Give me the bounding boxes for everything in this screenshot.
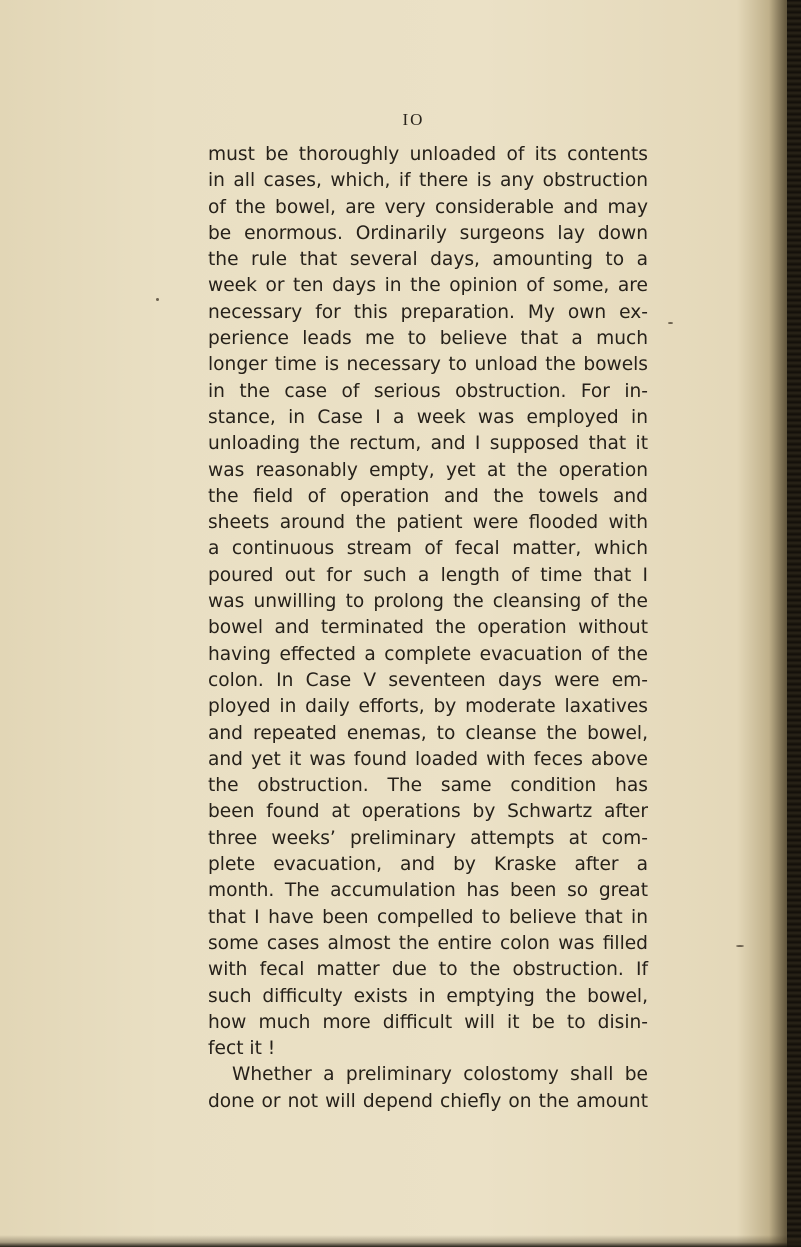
text-line: the obstruction. The same condition has — [208, 775, 648, 797]
text-line: having effected a complete evacuation of the — [208, 643, 648, 665]
text-line: colon. In Case V seventeen days were em- — [208, 669, 648, 691]
text-line: was reasonably empty, yet at the operation — [208, 459, 648, 481]
body-text — [208, 142, 648, 1115]
text-line: fect it ! — [208, 1038, 276, 1060]
text-line: been found at operations by Schwartz after — [208, 801, 648, 823]
text-line: unloading the rectum, and I supposed that it — [208, 433, 648, 455]
text-line: week or ten days in the opinion of some, are — [208, 275, 648, 297]
text-line: three weeks’ preliminary attempts at com- — [208, 827, 648, 849]
text-line: ployed in daily efforts, by moderate laxatives — [208, 696, 648, 718]
text-line: be enormous. Ordinarily surgeons lay down — [208, 222, 648, 244]
text-line: and repeated enemas, to cleanse the bowel, — [208, 722, 648, 744]
paper-speck — [736, 945, 744, 947]
text-line: poured out for such a length of time that I — [208, 564, 648, 586]
text-line: that I have been compelled to believe that in — [208, 906, 648, 928]
page-number: IO — [402, 110, 425, 129]
text-line: plete evacuation, and by Kraske after a — [208, 854, 648, 876]
paper-speck — [668, 322, 673, 324]
text-line: was unwilling to prolong the cleansing of the — [208, 591, 648, 613]
text-line: in the case of serious obstruction. For in- — [208, 380, 648, 402]
text-line: necessary for this preparation. My own ex- — [208, 301, 648, 323]
text-line: done or not will depend chiefly on the amount — [208, 1090, 648, 1112]
text-line: the field of operation and the towels and — [208, 485, 648, 507]
text-line: such difficulty exists in emptying the bowel, — [208, 985, 648, 1007]
text-line: in all cases, which, if there is any obstruction — [208, 170, 648, 192]
page-bottom-shadow — [0, 1235, 801, 1247]
text-line: sheets around the patient were flooded with — [208, 512, 648, 534]
text-line: some cases almost the entire colon was filled — [208, 932, 648, 954]
text-line: bowel and terminated the operation without — [208, 617, 648, 639]
text-line: must be thoroughly unloaded of its contents — [208, 144, 648, 165]
text-line: of the bowel, are very considerable and may — [208, 196, 648, 218]
text-line: a continuous stream of fecal matter, which — [208, 538, 648, 560]
text-line: longer time is necessary to unload the bowels — [208, 354, 648, 376]
paper-speck — [156, 298, 159, 301]
text-line: the rule that several days, amounting to a — [208, 249, 648, 271]
page-edge-shadow — [787, 0, 801, 1247]
text-line: and yet it was found loaded with feces above — [208, 748, 648, 770]
paragraph-start-line: Whether a preliminary colostomy shall be — [232, 1064, 648, 1086]
text-line: how much more difficult will it be to disin- — [208, 1011, 648, 1033]
text-line: perience leads me to believe that a much — [208, 328, 648, 350]
text-line: with fecal matter due to the obstruction. If — [208, 959, 648, 981]
text-line: stance, in Case I a week was employed in — [208, 406, 648, 428]
text-line: month. The accumulation has been so great — [208, 880, 648, 902]
